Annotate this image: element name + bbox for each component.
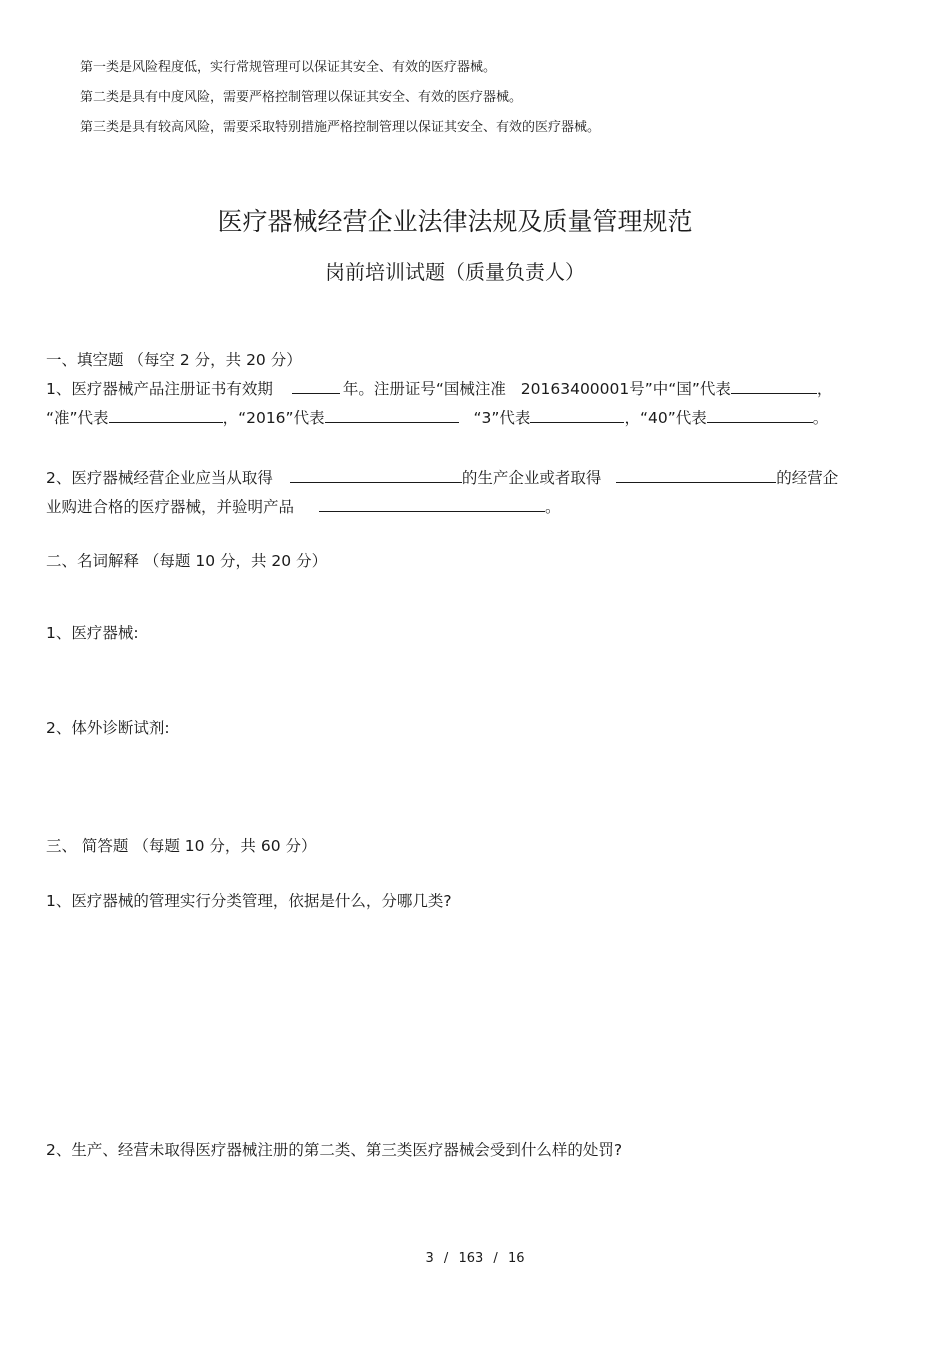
q1-text-a: 1、医疗器械产品注册证书有效期 xyxy=(46,380,273,398)
note-line-2: 第二类是具有中度风险，需要严格控制管理以保证其安全、有效的医疗器械。 xyxy=(80,90,523,105)
answer-blank[interactable] xyxy=(292,377,340,394)
section1-heading: 一、填空题 （每空 2 分，共 20 分） xyxy=(46,351,302,369)
answer-blank[interactable] xyxy=(731,377,817,394)
q1-text-h: ，“40”代表 xyxy=(624,409,707,427)
section2-heading: 二、名词解释 （每题 10 分，共 20 分） xyxy=(46,552,328,570)
answer-blank[interactable] xyxy=(616,466,776,483)
q2-text-e: 。 xyxy=(544,498,561,516)
q1-text-i: 。 xyxy=(812,409,829,427)
page-separator: / xyxy=(493,1251,498,1266)
answer-blank[interactable] xyxy=(319,495,545,512)
section3-heading: 三、 简答题 （每题 10 分，共 60 分） xyxy=(46,837,317,855)
document-subtitle: 岗前培训试题（质量负责人） xyxy=(325,260,585,284)
document-pages: 16 xyxy=(507,1251,525,1266)
q1-text-c: 20163400001号”中“国”代表 xyxy=(520,380,731,398)
answer-blank[interactable] xyxy=(530,406,624,423)
q1-text-g: “3”代表 xyxy=(473,409,531,427)
page-separator: / xyxy=(443,1251,449,1266)
term-question-2: 2、体外诊断试剂: xyxy=(46,719,170,737)
q2-text-b: 的生产企业或者取得 xyxy=(461,469,602,487)
note-line-1: 第一类是风险程度低，实行常规管理可以保证其安全、有效的医疗器械。 xyxy=(80,60,497,75)
fill-question-1-line-1 xyxy=(46,377,832,399)
answer-blank[interactable] xyxy=(707,406,813,423)
q1-text-f: ，“2016”代表 xyxy=(222,409,325,427)
page-indicator xyxy=(0,1251,950,1266)
q1-text-e: “准”代表 xyxy=(46,409,109,427)
q1-text-b: 年。注册证号“国械注准 xyxy=(342,380,506,398)
q2-text-a: 2、医疗器械经营企业应当从取得 xyxy=(46,469,273,487)
fill-question-2-line-1 xyxy=(46,466,838,488)
q2-text-c: 的经营企 xyxy=(776,469,839,487)
short-answer-question-2: 2、生产、经营未取得医疗器械注册的第二类、第三类医疗器械会受到什么样的处罚? xyxy=(46,1141,623,1159)
current-page: 3 xyxy=(425,1251,434,1266)
note-line-3: 第三类是具有较高风险，需要采取特别措施严格控制管理以保证其安全、有效的医疗器械。 xyxy=(80,120,601,135)
answer-blank[interactable] xyxy=(290,466,462,483)
total-pages: 163 xyxy=(458,1251,484,1266)
answer-blank[interactable] xyxy=(109,406,223,423)
document-title: 医疗器械经营企业法律法规及质量管理规范 xyxy=(217,207,693,236)
q1-text-d: ， xyxy=(816,380,833,398)
term-question-1: 1、医疗器械: xyxy=(46,624,139,642)
answer-blank[interactable] xyxy=(325,406,459,423)
q2-text-d: 业购进合格的医疗器械，并验明产品 xyxy=(46,498,295,516)
short-answer-question-1: 1、医疗器械的管理实行分类管理，依据是什么，分哪几类? xyxy=(46,892,452,910)
fill-question-1-line-2 xyxy=(46,406,828,428)
fill-question-2-line-2 xyxy=(46,495,560,517)
